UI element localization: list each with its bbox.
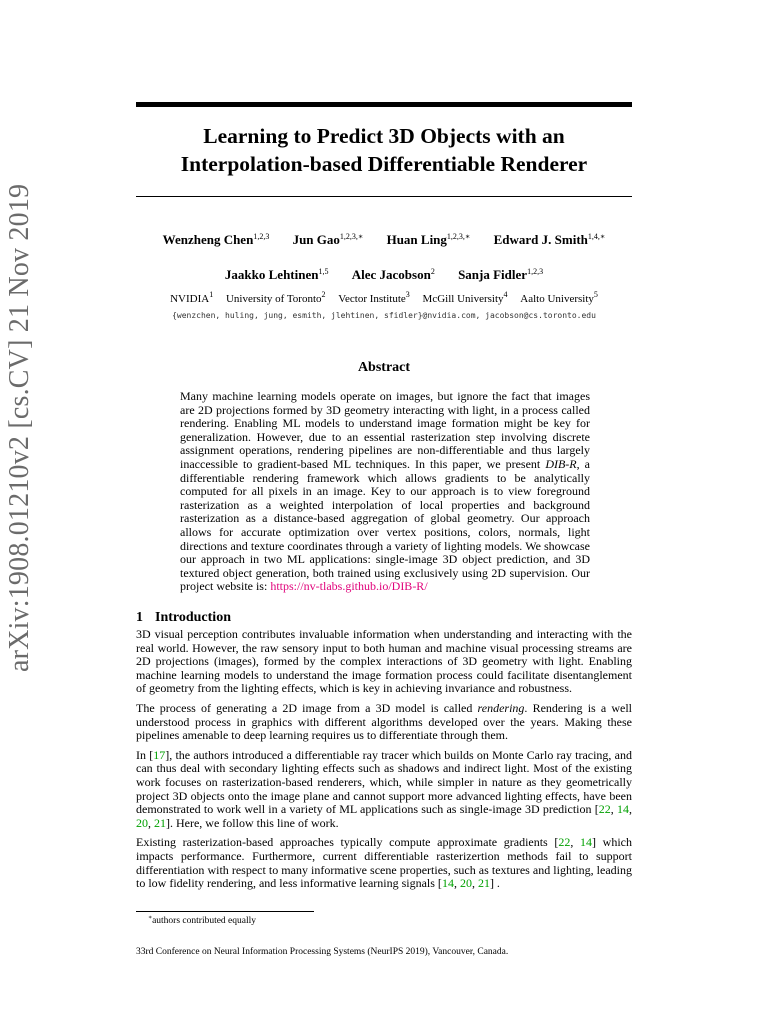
paragraph: Existing rasterization-based approaches typically compute approximate gradients [22, 14] which impacts performance. Furthermore, current differentiable rasterizertion methods fail to support differentiation with respect to many informative scene properties, such as textures and lighting, leading to low fidelity rendering, and less informative learning signals [14, 20, 21] . [136,835,632,891]
abstract-text [180,390,590,594]
author [352,267,435,283]
author [293,232,364,248]
affiliation-name: Vector Institute [338,293,406,305]
affiliation-name: University of Toronto [225,293,322,305]
author-emails: {wenzchen, huling, jung, esmith, jlehtinen, sfidler}@nvidia.com, jacobson@cs.toronto.edu [172,311,596,320]
author-affil: 2 [430,267,435,276]
abstract-part: , a differentiable rendering framework which allows gradients to be analytically computed for all pixels in an image. Key to our approach is to view foreground rasterization as a weighted interpolation of local properties and background rasterization as a distance-based aggregation of global geometry. Our approach allows for accurate optimization over vertex positions, colors, normals, light directions and texture coordinates through a variety of lighting models. We showcase our approach in two ML applications: single-image 3D object prediction, and 3D textured object generation, both trained using exclusively using 2D supervision. Our project website is: [180,456,591,594]
citation-link[interactable]: 14 [441,876,454,891]
authors-row-1 [136,232,632,248]
affiliation [226,290,326,305]
text-run: ] which impacts performance. Furthermore, current differentiable rasterizertion methods fail to support differentiation with respect to many informative scene properties, such as textures and lighting, leading to low fidelity rendering, and less informative learning signals [ [136,835,632,891]
affiliation-number: 3 [405,290,410,299]
conference-note: 33rd Conference on Neural Information Processing Systems (NeurIPS 2019), Vancouver, Canada. [136,947,509,957]
author-affil: 1,5 [318,267,329,276]
affiliation [423,290,508,305]
title-line-2: Interpolation-based Differentiable Renderer [180,152,588,176]
footnote-text: authors contributed equally [152,916,257,926]
text-run: . Rendering is a well understood process in graphics with different algorithms developed over the years. Making these pipelines amenable to deep learning requires us to differentiate through them. [136,700,633,743]
method-name: DIB-R [545,456,577,471]
paragraph: In [17], the authors introduced a differentiable ray tracer which builds on Monte Carlo ray tracing, and can thus deal with secondary lighting effects such as shadows and indirect light. Most of the existing work focuses on rasterization-based renderers, which, while simpler in nature as they geometrically project 3D objects onto the image plane and cannot support more advanced lighting effects, have been demonstrated to work well in a variety of ML applications such as single-image 3D prediction [22, 14, 20, 21]. Here, we follow this line of work. [136,747,632,830]
author-affil: 1,2,3 [253,232,270,241]
section-heading [136,610,231,626]
author-affil: 1,4,∗ [587,232,606,241]
paragraph: 3D visual perception contributes invaluable information when understanding and interacting with the real world. However, the raw sensory input to both human and machine visual processing streams are 2D projections (images), formed by the complex interactions of 3D geometry with light. Enabling machine learning models to understand the image formation process could facilitate disentanglement of geometry from the lighting effects, which is key in achieving invariance and robustness. [136,627,632,696]
citation-link[interactable]: 22 [598,802,611,817]
author-affil: 1,2,3 [527,267,544,276]
paragraph [136,702,632,743]
affiliation-name: Aalto University [520,293,594,305]
author-name: Huan Ling [386,232,447,247]
section-title: Introduction [155,610,231,625]
citation-link[interactable]: 22 [558,835,571,850]
affiliation-name: McGill University [422,293,504,305]
abstract-part: Many machine learning models operate on images, but ignore the fact that images are 2D projections formed by 3D geometry interacting with light, in a process called rendering. Enabling ML models to understand image formation might be key for generalization. However, due to an essential rasterization step involving discrete assignment operations, rendering pipelines are non-differentiable and thus largely inaccessible to gradient-based ML techniques. In this paper, we present [180,389,590,471]
authors-row-2 [136,267,632,283]
citation-link[interactable]: 20 [459,876,472,891]
author-name: Wenzheng Chen [162,232,254,247]
author-name: Alec Jacobson [351,267,431,282]
author [225,267,329,283]
author-name: Sanja Fidler [458,267,528,282]
affiliation [520,290,598,305]
citation-link[interactable]: 21 [477,876,490,891]
affiliation-number: 2 [321,290,326,299]
author-name: Edward J. Smith [493,232,588,247]
footnote-mark: ∗ [148,915,153,921]
affiliation [338,290,410,305]
footnote [148,914,256,926]
affiliation-name: NVIDIA [170,293,210,305]
footnote-rule [136,911,314,912]
author [458,267,543,283]
author [163,232,270,248]
affiliation-number: 5 [593,290,598,299]
citation-link[interactable]: 20 [136,815,148,830]
text-run: ] . [489,876,500,891]
author-affil: 1,2,3,∗ [446,232,471,241]
project-link[interactable]: https://nv-tlabs.github.io/DIB-R/ [270,579,428,594]
affiliation-number: 1 [209,290,214,299]
text-run: The process of generating a 2D image from a 3D model is called [136,700,478,715]
citation-link[interactable]: 17 [153,747,166,762]
text-run: ], the authors introduced a differentiable ray tracer which builds on Monte Carlo ray tracing, and can thus deal with secondary lighting effects such as shadows and indirect light. Most of the existing work focuses on rasterization-based renderers, which, while simpler in nature as they geometrically project 3D objects onto the image plane and cannot support more advanced lighting effects, have been demonstrated to work well in a variety of ML applications such as single-image 3D prediction [ [136,747,632,817]
intro-body [136,628,632,897]
paper-title [136,122,632,178]
affiliation-number: 4 [503,290,508,299]
author-affil: 1,2,3,∗ [339,232,364,241]
section-number: 1 [136,610,143,625]
text-run: ]. Here, we follow this line of work. [166,815,339,830]
author-name: Jun Gao [292,232,340,247]
author [387,232,471,248]
citation-link[interactable]: 14 [617,802,629,817]
text-run: Existing rasterization-based approaches typically compute approximate gradients [ [136,835,559,850]
title-rule-bottom [136,196,632,197]
abstract-heading: Abstract [357,360,411,375]
author-name: Jaakko Lehtinen [224,267,319,282]
affiliation [170,290,213,305]
arxiv-identifier: arXiv:1908.01210v2 [cs.CV] 21 Nov 2019 [4,183,35,672]
title-rule-top [136,102,632,107]
title-line-1: Learning to Predict 3D Objects with an [203,124,565,148]
citation-link[interactable]: 14 [580,835,593,850]
citation-link[interactable]: 21 [154,815,166,830]
affiliations [136,290,632,305]
text-run: In [ [136,747,154,762]
author [494,232,606,248]
emphasis: rendering [477,700,525,715]
